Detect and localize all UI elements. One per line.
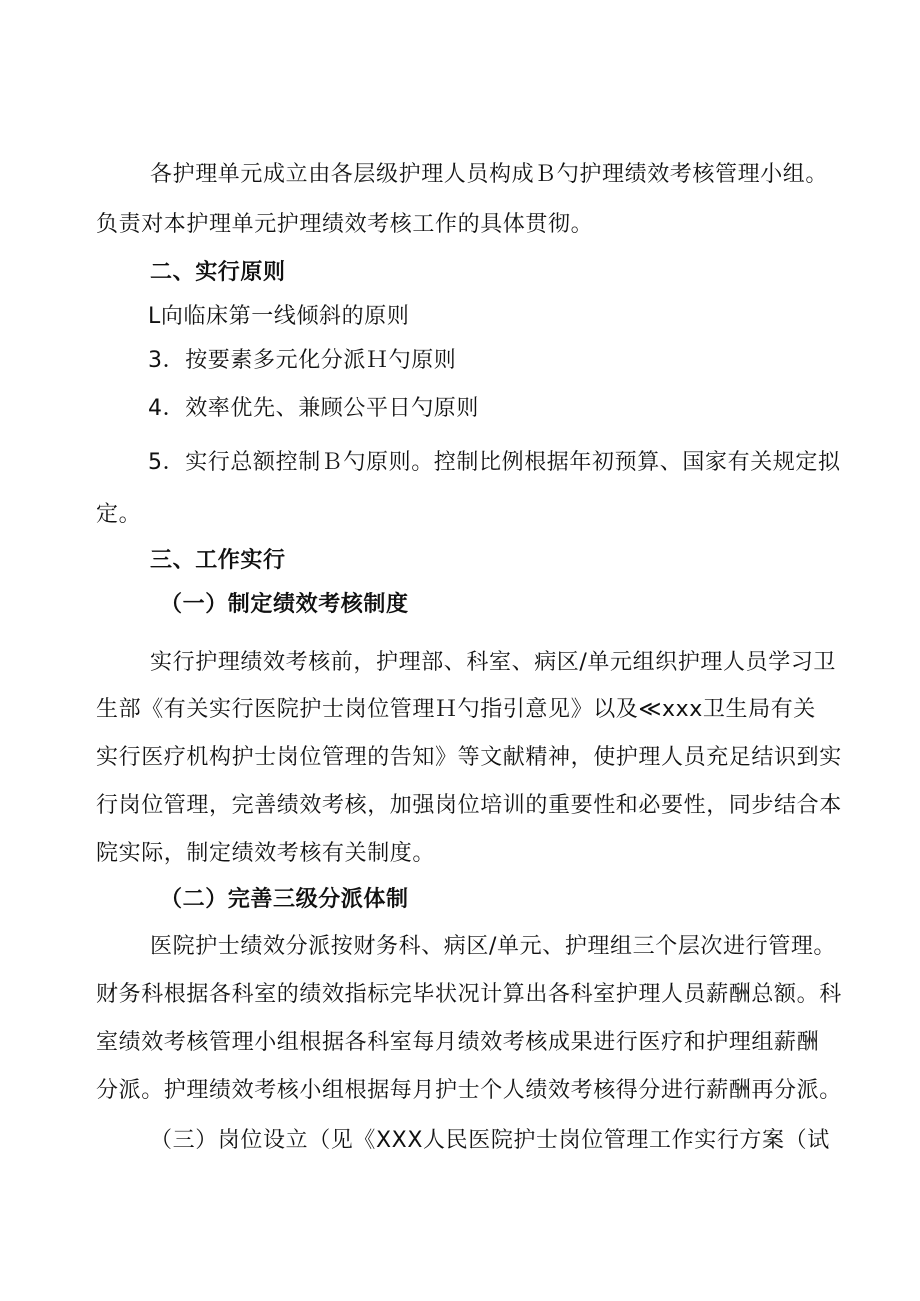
paragraph-line: 室绩效考核管理小组根据各科室每月绩效考核成果进行医疗和护理组薪酬 xyxy=(96,1030,820,1055)
subsection-heading: （三）岗位设立（见《XXX人民医院护士岗位管理工作实行方案（试 xyxy=(150,1128,830,1153)
paragraph-line: 分派。护理绩效考核小组根据每月护士个人绩效考核得分进行薪酬再分派。 xyxy=(96,1078,842,1103)
paragraph-line: 财务科根据各科室的绩效指标完毕状况计算出各科室护理人员薪酬总额。科 xyxy=(96,982,842,1007)
paragraph-line: 院实际，制定绩效考核有关制度。 xyxy=(96,841,436,866)
section-heading: 三、工作实行 xyxy=(150,548,286,573)
paragraph-line: 各护理单元成立由各层级护理人员构成Ｂ勺护理绩效考核管理小组。 xyxy=(150,162,829,187)
list-item: L向临床第一线倾斜的原则 xyxy=(148,304,410,329)
subsection-heading: （一）制定绩效考核制度 xyxy=(160,592,409,617)
paragraph-line: 实行护理绩效考核前，护理部、科室、病区/单元组织护理人员学习卫 xyxy=(150,650,837,675)
paragraph-line: 负责对本护理单元护理绩效考核工作的具体贯彻。 xyxy=(96,212,594,237)
paragraph-line: 定。 xyxy=(96,502,142,527)
list-item: 5．实行总额控制Ｂ勺原则。控制比例根据年初预算、国家有关规定拟 xyxy=(148,450,841,475)
list-item: 3．按要素多元化分派Ｈ勺原则 xyxy=(148,348,457,373)
section-heading: 二、实行原则 xyxy=(150,260,286,285)
paragraph-line: 生部《有关实行医院护士岗位管理Ｈ勺指引意见》以及≪xxx卫生局有关 xyxy=(96,697,816,722)
subsection-heading: （二）完善三级分派体制 xyxy=(160,887,409,912)
paragraph-line: 医院护士绩效分派按财务科、病区/单元、护理组三个层次进行管理。 xyxy=(150,934,837,959)
paragraph-line: 实行医疗机构护士岗位管理的告知》等文献精神，使护理人员充足结识到实 xyxy=(96,745,842,770)
paragraph-line: 行岗位管理，完善绩效考核，加强岗位培训的重要性和必要性，同步结合本 xyxy=(96,793,842,818)
list-item: 4．效率优先、兼顾公平日勺原则 xyxy=(148,396,479,421)
